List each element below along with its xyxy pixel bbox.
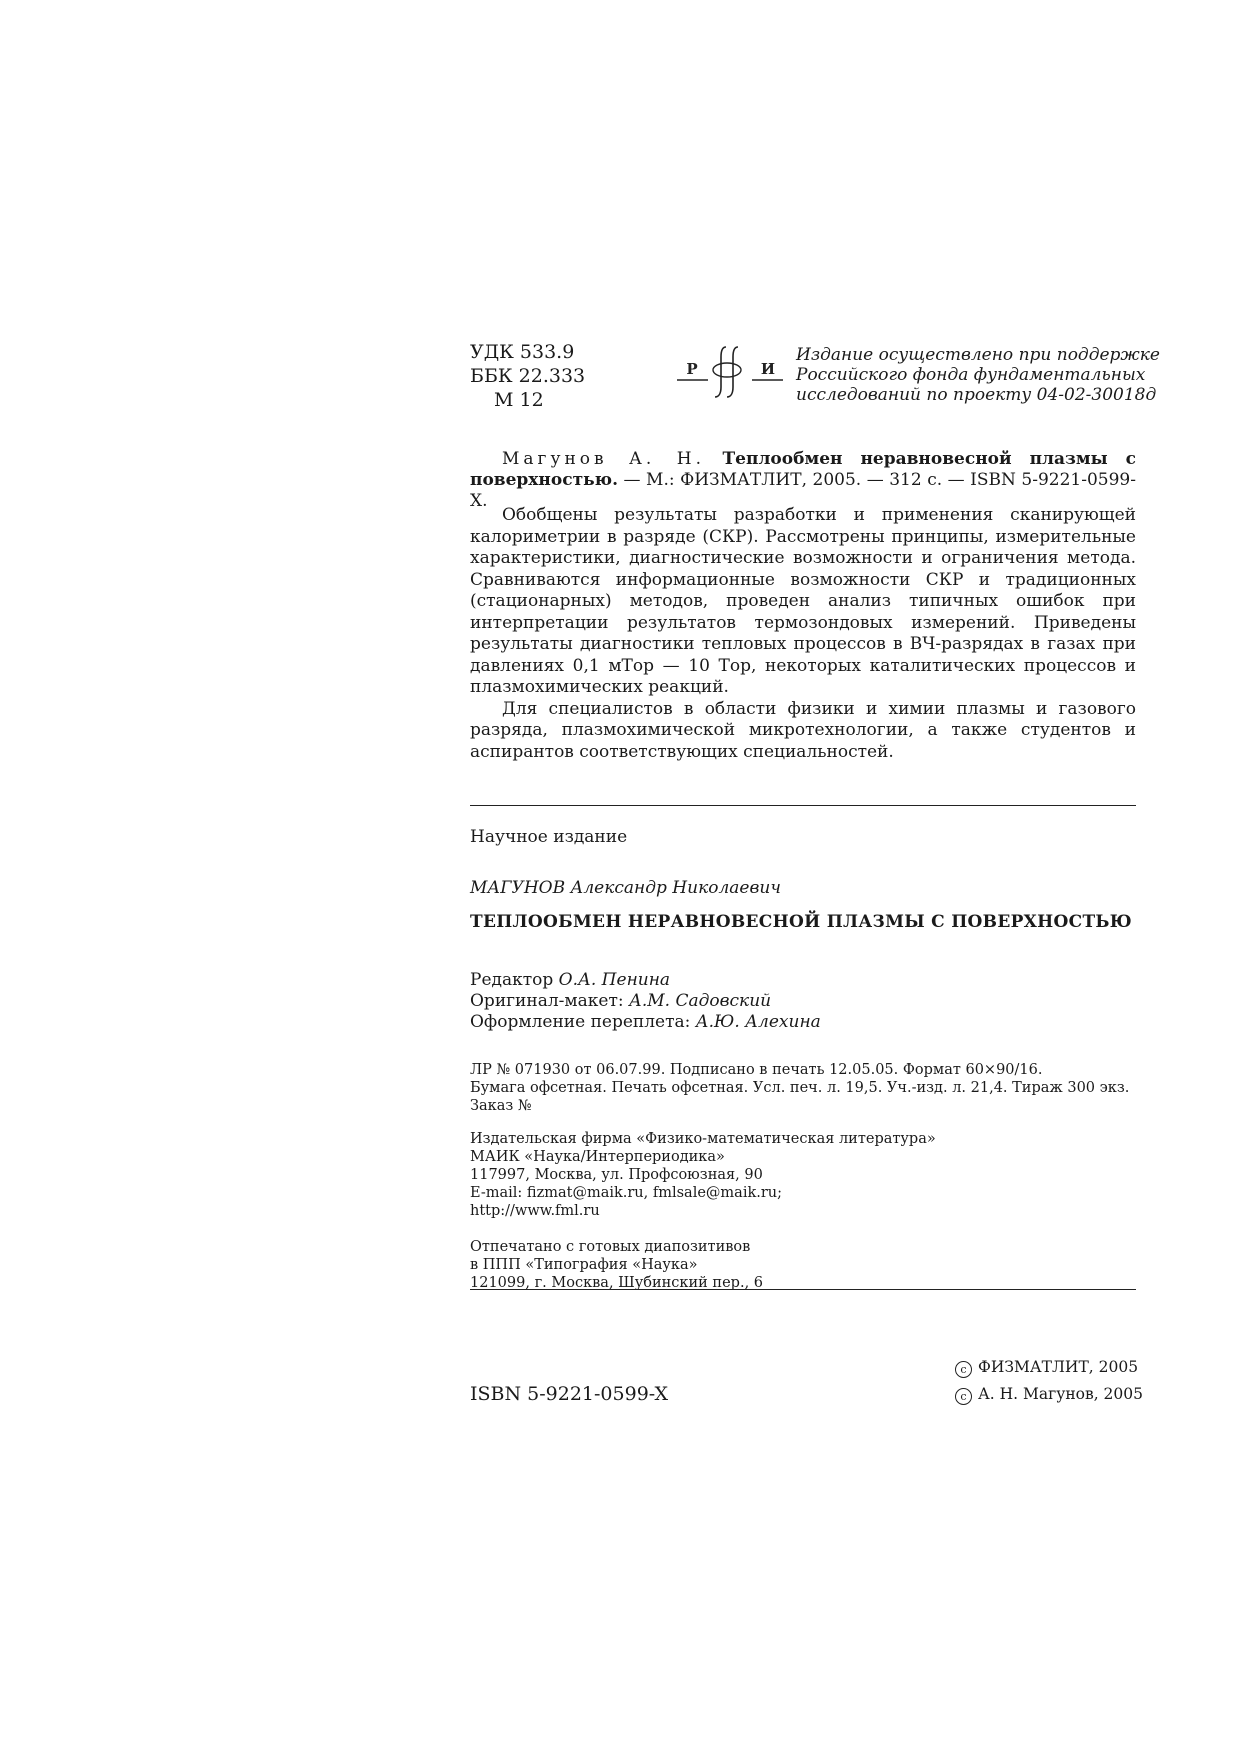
copyright-line: c А. Н. Магунов, 2005 [955,1381,1143,1408]
logo-stroke-1 [715,347,726,397]
support-note [796,345,1160,405]
copyright-icon: c [955,1361,972,1378]
support-line: Издание осуществлено при поддержке [796,345,1160,365]
printer-info: Отпечатано с готовых диапозитивов в ППП «Типография «Наука» 121099, г. Москва, Шубинский пер., 6 [470,1239,764,1291]
support-line: Российского фонда фундаментальных [796,365,1146,385]
author-given-name: Александр Николаевич [570,878,781,898]
book-title: ТЕПЛООБМЕН НЕРАВНОВЕСНОЙ ПЛАЗМЫ С ПОВЕРХНОСТЬЮ [470,912,1132,932]
bibl-details: — М.: ФИЗМАТЛИТ, 2005. — 312 с. — ISBN 5-9221-0599-X. [470,470,1136,511]
classification-block [470,340,585,412]
logo-stroke-2 [727,347,738,397]
copyrights [955,1354,1143,1408]
logo-left-letter: Р [686,360,698,378]
credit-layout: Оригинал-макет: А.М. Садовский [470,991,772,1011]
edition-genre: Научное издание [470,827,628,847]
license-info: ЛР № 071930 от 06.07.99. Подписано в печать 12.05.05. Формат 60×90/16. Бумага офсетная. Печать офсетная. Усл. печ. л. 19,5. Уч.-изд. л. 21,4. Тираж 300 экз. Заказ № [470,1062,1130,1114]
isbn: ISBN 5-9221-0599-X [470,1383,669,1405]
abstract [470,505,1136,763]
logo-ellipse [713,363,741,377]
divider-bottom [470,1289,1136,1290]
logo-right-letter: И [760,360,776,378]
author-full-name [470,878,1136,898]
bibl-title: Теплообмен неравновесной плазмы с поверхностью. [470,449,1137,490]
publisher-url: http://www.fml.ru [470,1203,600,1219]
copyright-line: c ФИЗМАТЛИТ, 2005 [955,1354,1143,1381]
bbk-code: ББК 22.333 [470,365,586,387]
copyright-icon: c [955,1388,972,1405]
support-line: исследований по проекту 04-02-30018д [796,385,1157,405]
credit-editor: Редактор О.А. Пенина [470,970,671,990]
publisher-email: E-mail: fizmat@maik.ru, fmlsale@maik.ru; [470,1185,783,1201]
publisher-info: Издательская фирма «Физико-математическая литература» МАИК «Наука/Интерпериодика» 117997, Москва, ул. Профсоюзная, 90 E-mail: fizmat@maik.ru, fmlsale@maik.ru; http://www.fml.ru [470,1130,1136,1220]
credit-cover: Оформление переплета: А.Ю. Алехина [470,1012,821,1032]
author-mark: М 12 [494,389,544,411]
credits [470,970,1136,1033]
author-surname: МАГУНОВ [470,878,566,898]
rffi-logo [677,343,783,401]
abstract-paragraph: Для специалистов в области физики и химии плазмы и газового разряда, плазмохимической микротехнологии, а также студентов и аспирантов соответствующих специальностей. [470,698,1136,762]
bibl-author: Магунов А. Н. [502,449,706,469]
divider-top [470,805,1136,806]
abstract-paragraph: Обобщены результаты разработки и применения сканирующей калориметрии в разряде (СКР). Рассмотрены принципы, измерительные характеристики, диагностические возможности и ограничения метода. Сравниваются информационные возможности СКР и традиционных (стационарных) методов, проведен анализ типичных ошибок при интерпретации результатов термозондовых измерений. Приведены результаты диагностики тепловых процессов в ВЧ-разрядах в газах при давлениях 0,1 мТор — 10 Тор, некоторых каталитических процессов и плазмохимических реакций. [470,505,1136,697]
udk-code: УДК 533.9 [470,341,575,363]
bibliographic-record [470,449,1136,512]
